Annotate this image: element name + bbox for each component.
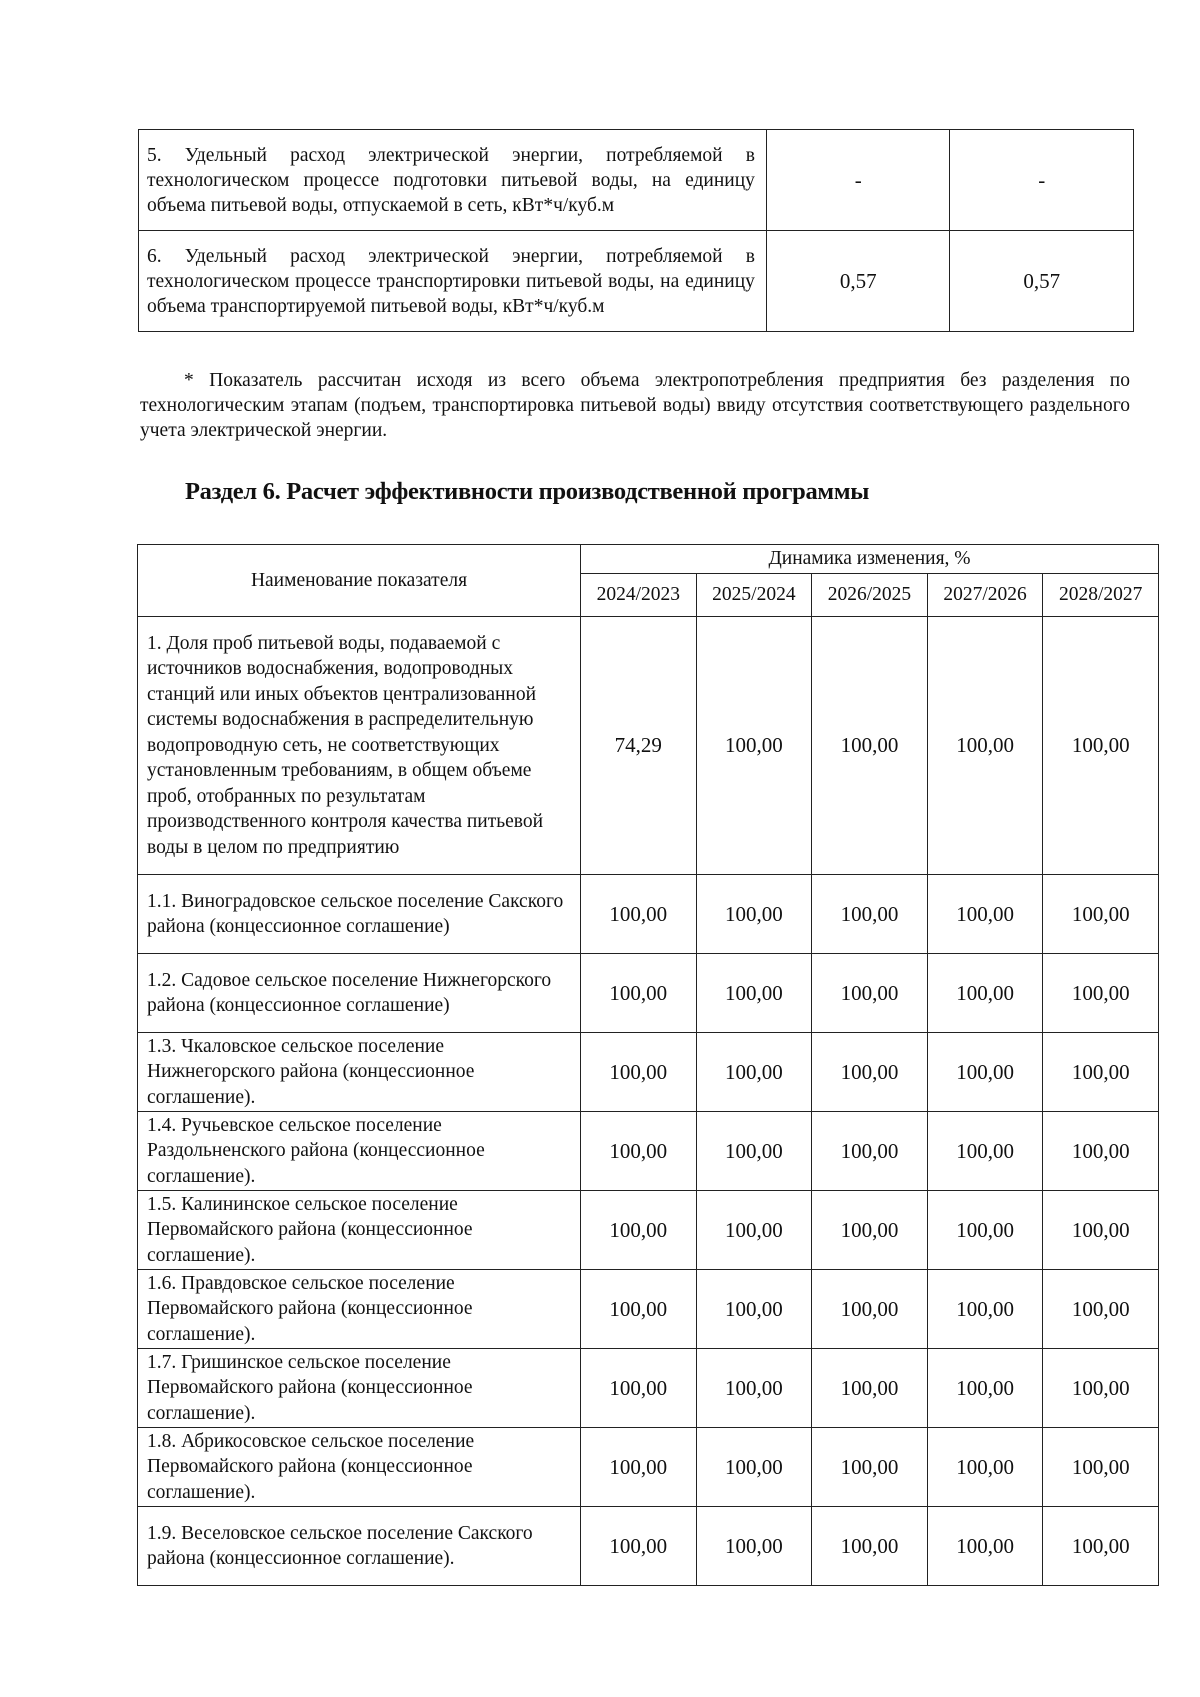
value-cell: 100,00 bbox=[927, 875, 1043, 954]
table-row bbox=[138, 1270, 1159, 1349]
energy-consumption-table bbox=[138, 129, 1134, 332]
table-row bbox=[138, 1428, 1159, 1507]
table-row bbox=[138, 1112, 1159, 1191]
value-cell: 100,00 bbox=[1043, 1349, 1159, 1428]
value-cell: 100,00 bbox=[812, 1191, 928, 1270]
value-cell: 100,00 bbox=[927, 617, 1043, 875]
value-cell: 100,00 bbox=[927, 1349, 1043, 1428]
indicator-name-cell: 5. Удельный расход электрической энергии, потребляемой в технологическом процессе подготовки питьевой воды, на единицу объема питьевой воды, отпускаемой в сеть, кВт*ч/куб.м bbox=[139, 130, 767, 231]
value-cell: 100,00 bbox=[581, 1033, 697, 1112]
value-cell: 0,57 bbox=[950, 231, 1134, 332]
value-cell: 100,00 bbox=[581, 1507, 697, 1586]
table-row bbox=[138, 617, 1159, 875]
value-cell: 100,00 bbox=[581, 1191, 697, 1270]
table-row bbox=[138, 1033, 1159, 1112]
value-cell: 100,00 bbox=[1043, 1270, 1159, 1349]
table-row bbox=[139, 231, 1134, 332]
value-cell: 100,00 bbox=[581, 954, 697, 1033]
indicator-name-cell: 1.6. Правдовское сельское поселение Первомайского района (концессионное соглашение). bbox=[138, 1270, 581, 1349]
value-cell: 100,00 bbox=[696, 1270, 812, 1349]
dynamics-header: Динамика изменения, % bbox=[581, 545, 1159, 574]
value-cell: 100,00 bbox=[812, 1507, 928, 1586]
value-cell: - bbox=[766, 130, 950, 231]
value-cell: 100,00 bbox=[1043, 617, 1159, 875]
indicator-name-cell: 1.2. Садовое сельское поселение Нижнегорского района (концессионное соглашение) bbox=[138, 954, 581, 1033]
value-cell: 100,00 bbox=[927, 954, 1043, 1033]
value-cell: 100,00 bbox=[812, 1270, 928, 1349]
value-cell: 100,00 bbox=[1043, 875, 1159, 954]
value-cell: 100,00 bbox=[812, 954, 928, 1033]
value-cell: 100,00 bbox=[927, 1112, 1043, 1191]
value-cell: 100,00 bbox=[927, 1191, 1043, 1270]
table-row bbox=[139, 130, 1134, 231]
value-cell: 100,00 bbox=[927, 1270, 1043, 1349]
indicator-name-cell: 1.4. Ручьевское сельское поселение Раздольненского района (концессионное соглашение). bbox=[138, 1112, 581, 1191]
indicator-name-cell: 1.7. Гришинское сельское поселение Первомайского района (концессионное соглашение). bbox=[138, 1349, 581, 1428]
value-cell: 100,00 bbox=[1043, 1033, 1159, 1112]
value-cell: 100,00 bbox=[696, 1033, 812, 1112]
table-row bbox=[138, 1349, 1159, 1428]
value-cell: 100,00 bbox=[927, 1428, 1043, 1507]
value-cell: 100,00 bbox=[812, 1112, 928, 1191]
indicator-name-cell: 1.9. Веселовское сельское поселение Сакского района (концессионное соглашение). bbox=[138, 1507, 581, 1586]
value-cell: 100,00 bbox=[812, 875, 928, 954]
table-row bbox=[138, 954, 1159, 1033]
header-row bbox=[138, 545, 1159, 574]
indicator-name-cell: 1.3. Чкаловское сельское поселение Нижнегорского района (концессионное соглашение). bbox=[138, 1033, 581, 1112]
year-header: 2027/2026 bbox=[927, 574, 1043, 617]
value-cell: 100,00 bbox=[581, 1428, 697, 1507]
value-cell: 100,00 bbox=[812, 617, 928, 875]
value-cell: 100,00 bbox=[812, 1428, 928, 1507]
value-cell: 100,00 bbox=[1043, 1507, 1159, 1586]
value-cell: 100,00 bbox=[581, 875, 697, 954]
indicator-name-header: Наименование показателя bbox=[138, 545, 581, 617]
indicator-name-cell: 1.1. Виноградовское сельское поселение Сакского района (концессионное соглашение) bbox=[138, 875, 581, 954]
year-header: 2028/2027 bbox=[1043, 574, 1159, 617]
value-cell: 100,00 bbox=[696, 1507, 812, 1586]
indicator-name-cell: 1. Доля проб питьевой воды, подаваемой с источников водоснабжения, водопроводных станций или иных объектов централизованной системы водоснабжения в распределительную водопроводную сеть, не соответствующих установленным требованиям, в общем объеме проб, отобранных по результатам производственного контроля качества питьевой воды в целом по предприятию bbox=[138, 617, 581, 875]
value-cell: 100,00 bbox=[812, 1349, 928, 1428]
value-cell: 100,00 bbox=[927, 1507, 1043, 1586]
value-cell: 100,00 bbox=[1043, 1191, 1159, 1270]
value-cell: 100,00 bbox=[696, 1428, 812, 1507]
value-cell: 100,00 bbox=[1043, 1112, 1159, 1191]
table-row bbox=[138, 875, 1159, 954]
indicator-name-cell: 1.8. Абрикосовское сельское поселение Первомайского района (концессионное соглашение). bbox=[138, 1428, 581, 1507]
value-cell: 100,00 bbox=[581, 1270, 697, 1349]
indicator-name-cell: 1.5. Калининское сельское поселение Первомайского района (концессионное соглашение). bbox=[138, 1191, 581, 1270]
table-row bbox=[138, 1507, 1159, 1586]
year-header: 2025/2024 bbox=[696, 574, 812, 617]
value-cell: 0,57 bbox=[766, 231, 950, 332]
year-header: 2026/2025 bbox=[812, 574, 928, 617]
year-header: 2024/2023 bbox=[581, 574, 697, 617]
value-cell: 100,00 bbox=[696, 1191, 812, 1270]
table-row bbox=[138, 1191, 1159, 1270]
value-cell: 100,00 bbox=[1043, 954, 1159, 1033]
value-cell: 74,29 bbox=[581, 617, 697, 875]
indicator-name-cell: 6. Удельный расход электрической энергии, потребляемой в технологическом процессе транспортировки питьевой воды, на единицу объема транспортируемой питьевой воды, кВт*ч/куб.м bbox=[139, 231, 767, 332]
value-cell: 100,00 bbox=[696, 875, 812, 954]
value-cell: 100,00 bbox=[696, 617, 812, 875]
value-cell: 100,00 bbox=[696, 1112, 812, 1191]
value-cell: 100,00 bbox=[696, 1349, 812, 1428]
value-cell: 100,00 bbox=[581, 1349, 697, 1428]
value-cell: 100,00 bbox=[927, 1033, 1043, 1112]
footnote: * Показатель рассчитан исходя из всего объема электропотребления предприятия без разделения по технологическим этапам (подъем, транспортировка питьевой воды) ввиду отсутствия соответствующего раздельного учета электрической энергии. bbox=[140, 370, 1130, 441]
value-cell: 100,00 bbox=[696, 954, 812, 1033]
efficiency-table bbox=[137, 544, 1159, 1586]
value-cell: 100,00 bbox=[812, 1033, 928, 1112]
section-heading: Раздел 6. Расчет эффективности производственной программы bbox=[185, 478, 870, 505]
value-cell: 100,00 bbox=[1043, 1428, 1159, 1507]
value-cell: - bbox=[950, 130, 1134, 231]
value-cell: 100,00 bbox=[581, 1112, 697, 1191]
